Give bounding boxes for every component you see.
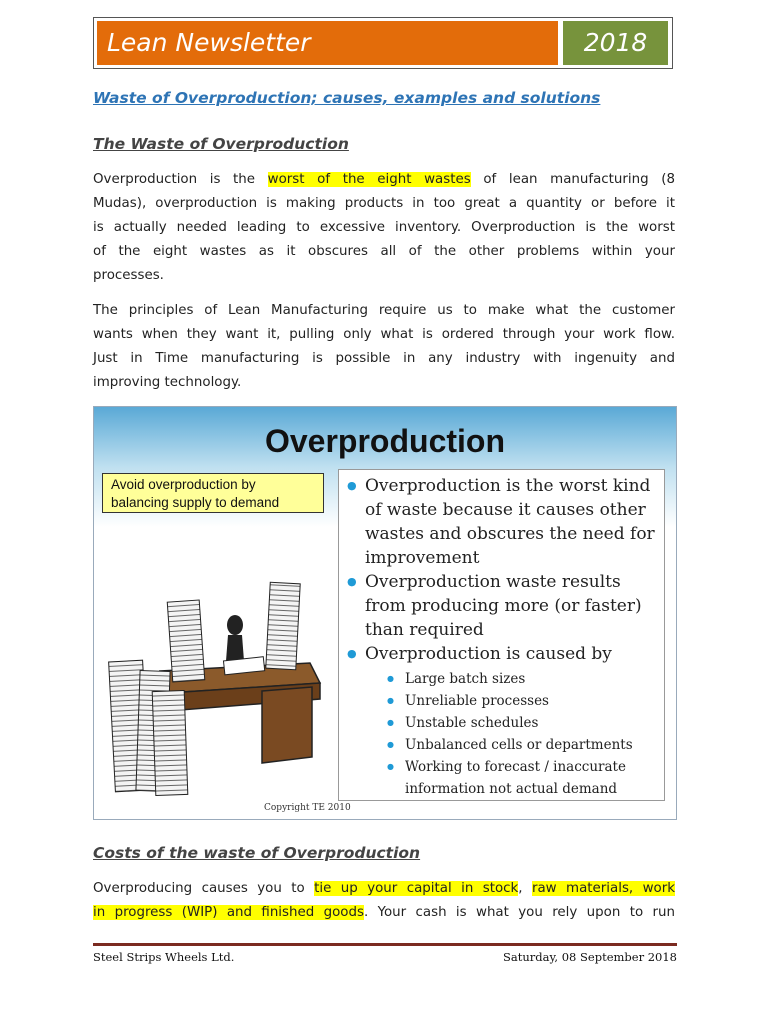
- text-line: Mudas), overproduction is making products in too great a quantity or before it: [93, 196, 675, 211]
- text-span: Overproduction is the: [93, 172, 268, 187]
- text-line: of the eight wastes as it obscures all of the other problems within your: [93, 244, 675, 259]
- highlighted-text: worst of the eight wastes: [267, 172, 471, 187]
- slide-note-line: balancing supply to demand: [111, 495, 280, 510]
- slide-sub-bullet: ● Unstable schedules: [365, 712, 663, 734]
- slide-bullet: ● Overproduction waste results from producing more (or faster) than required: [345, 570, 663, 642]
- slide-copyright: Copyright TE 2010: [264, 803, 351, 813]
- slide-sub-bullet: ● Large batch sizes: [365, 668, 663, 690]
- text-line: wants when they want it, pulling only what is ordered through your work flow.: [93, 327, 675, 342]
- section-heading-costs: Costs of the waste of Overproduction: [93, 844, 421, 862]
- slide-bullet: [345, 642, 663, 800]
- slide-note-line: Avoid overproduction by: [111, 477, 256, 492]
- text-line: processes.: [93, 268, 164, 283]
- slide-bullet-panel: [338, 469, 665, 801]
- footer-divider: [93, 943, 677, 946]
- text-line: improving technology.: [93, 375, 242, 390]
- highlighted-text: in progress (WIP) and finished goods: [93, 905, 364, 920]
- text-span: of lean manufacturing (8: [470, 172, 675, 187]
- slide-bullet-text: Overproduction is caused by: [365, 644, 612, 664]
- overproduction-slide-image: [93, 406, 677, 820]
- paragraph-costs: [93, 877, 675, 925]
- newsletter-banner: [93, 17, 673, 69]
- paragraph-overproduction-intro: [93, 168, 675, 288]
- text-span: Overproducing causes you to: [93, 881, 315, 896]
- footer-company: Steel Strips Wheels Ltd.: [93, 950, 235, 964]
- text-span: ,: [518, 881, 532, 896]
- paper-stacks-desk-illustration: [102, 571, 327, 803]
- text-line: is actually needed leading to excessive inventory. Overproduction is the worst: [93, 220, 675, 235]
- text-line: [93, 901, 675, 925]
- text-line: Just in Time manufacturing is possible in any industry with ingenuity and: [93, 351, 675, 366]
- slide-sub-bullet-list: [365, 668, 663, 800]
- highlighted-text: tie up your capital in stock: [314, 881, 519, 896]
- highlighted-text: raw materials, work: [531, 881, 676, 896]
- slide-callout-note: [102, 473, 324, 513]
- article-title-link[interactable]: Waste of Overproduction; causes, examples and solutions: [93, 89, 601, 107]
- text-line: [93, 877, 675, 901]
- newsletter-year: 2018: [563, 21, 668, 65]
- slide-bullet: ● Overproduction is the worst kind of waste because it causes other wastes and obscures the need for improvement: [345, 474, 663, 570]
- slide-sub-bullet: ● Working to forecast / inaccurate information not actual demand: [365, 756, 663, 800]
- slide-sub-bullet: ● Unreliable processes: [365, 690, 663, 712]
- text-line: The principles of Lean Manufacturing require us to make what the customer: [93, 303, 675, 318]
- text-span: . Your cash is what you rely upon to run: [363, 905, 675, 920]
- newsletter-title: Lean Newsletter: [97, 21, 558, 65]
- paragraph-lean-principles: [93, 299, 675, 395]
- section-heading-waste: The Waste of Overproduction: [93, 135, 349, 153]
- text-line: [93, 168, 675, 192]
- slide-title: Overproduction: [264, 423, 505, 459]
- slide-bullet-list: [345, 474, 663, 800]
- footer-date: Saturday, 08 September 2018: [502, 950, 677, 964]
- slide-sub-bullet: ● Unbalanced cells or departments: [365, 734, 663, 756]
